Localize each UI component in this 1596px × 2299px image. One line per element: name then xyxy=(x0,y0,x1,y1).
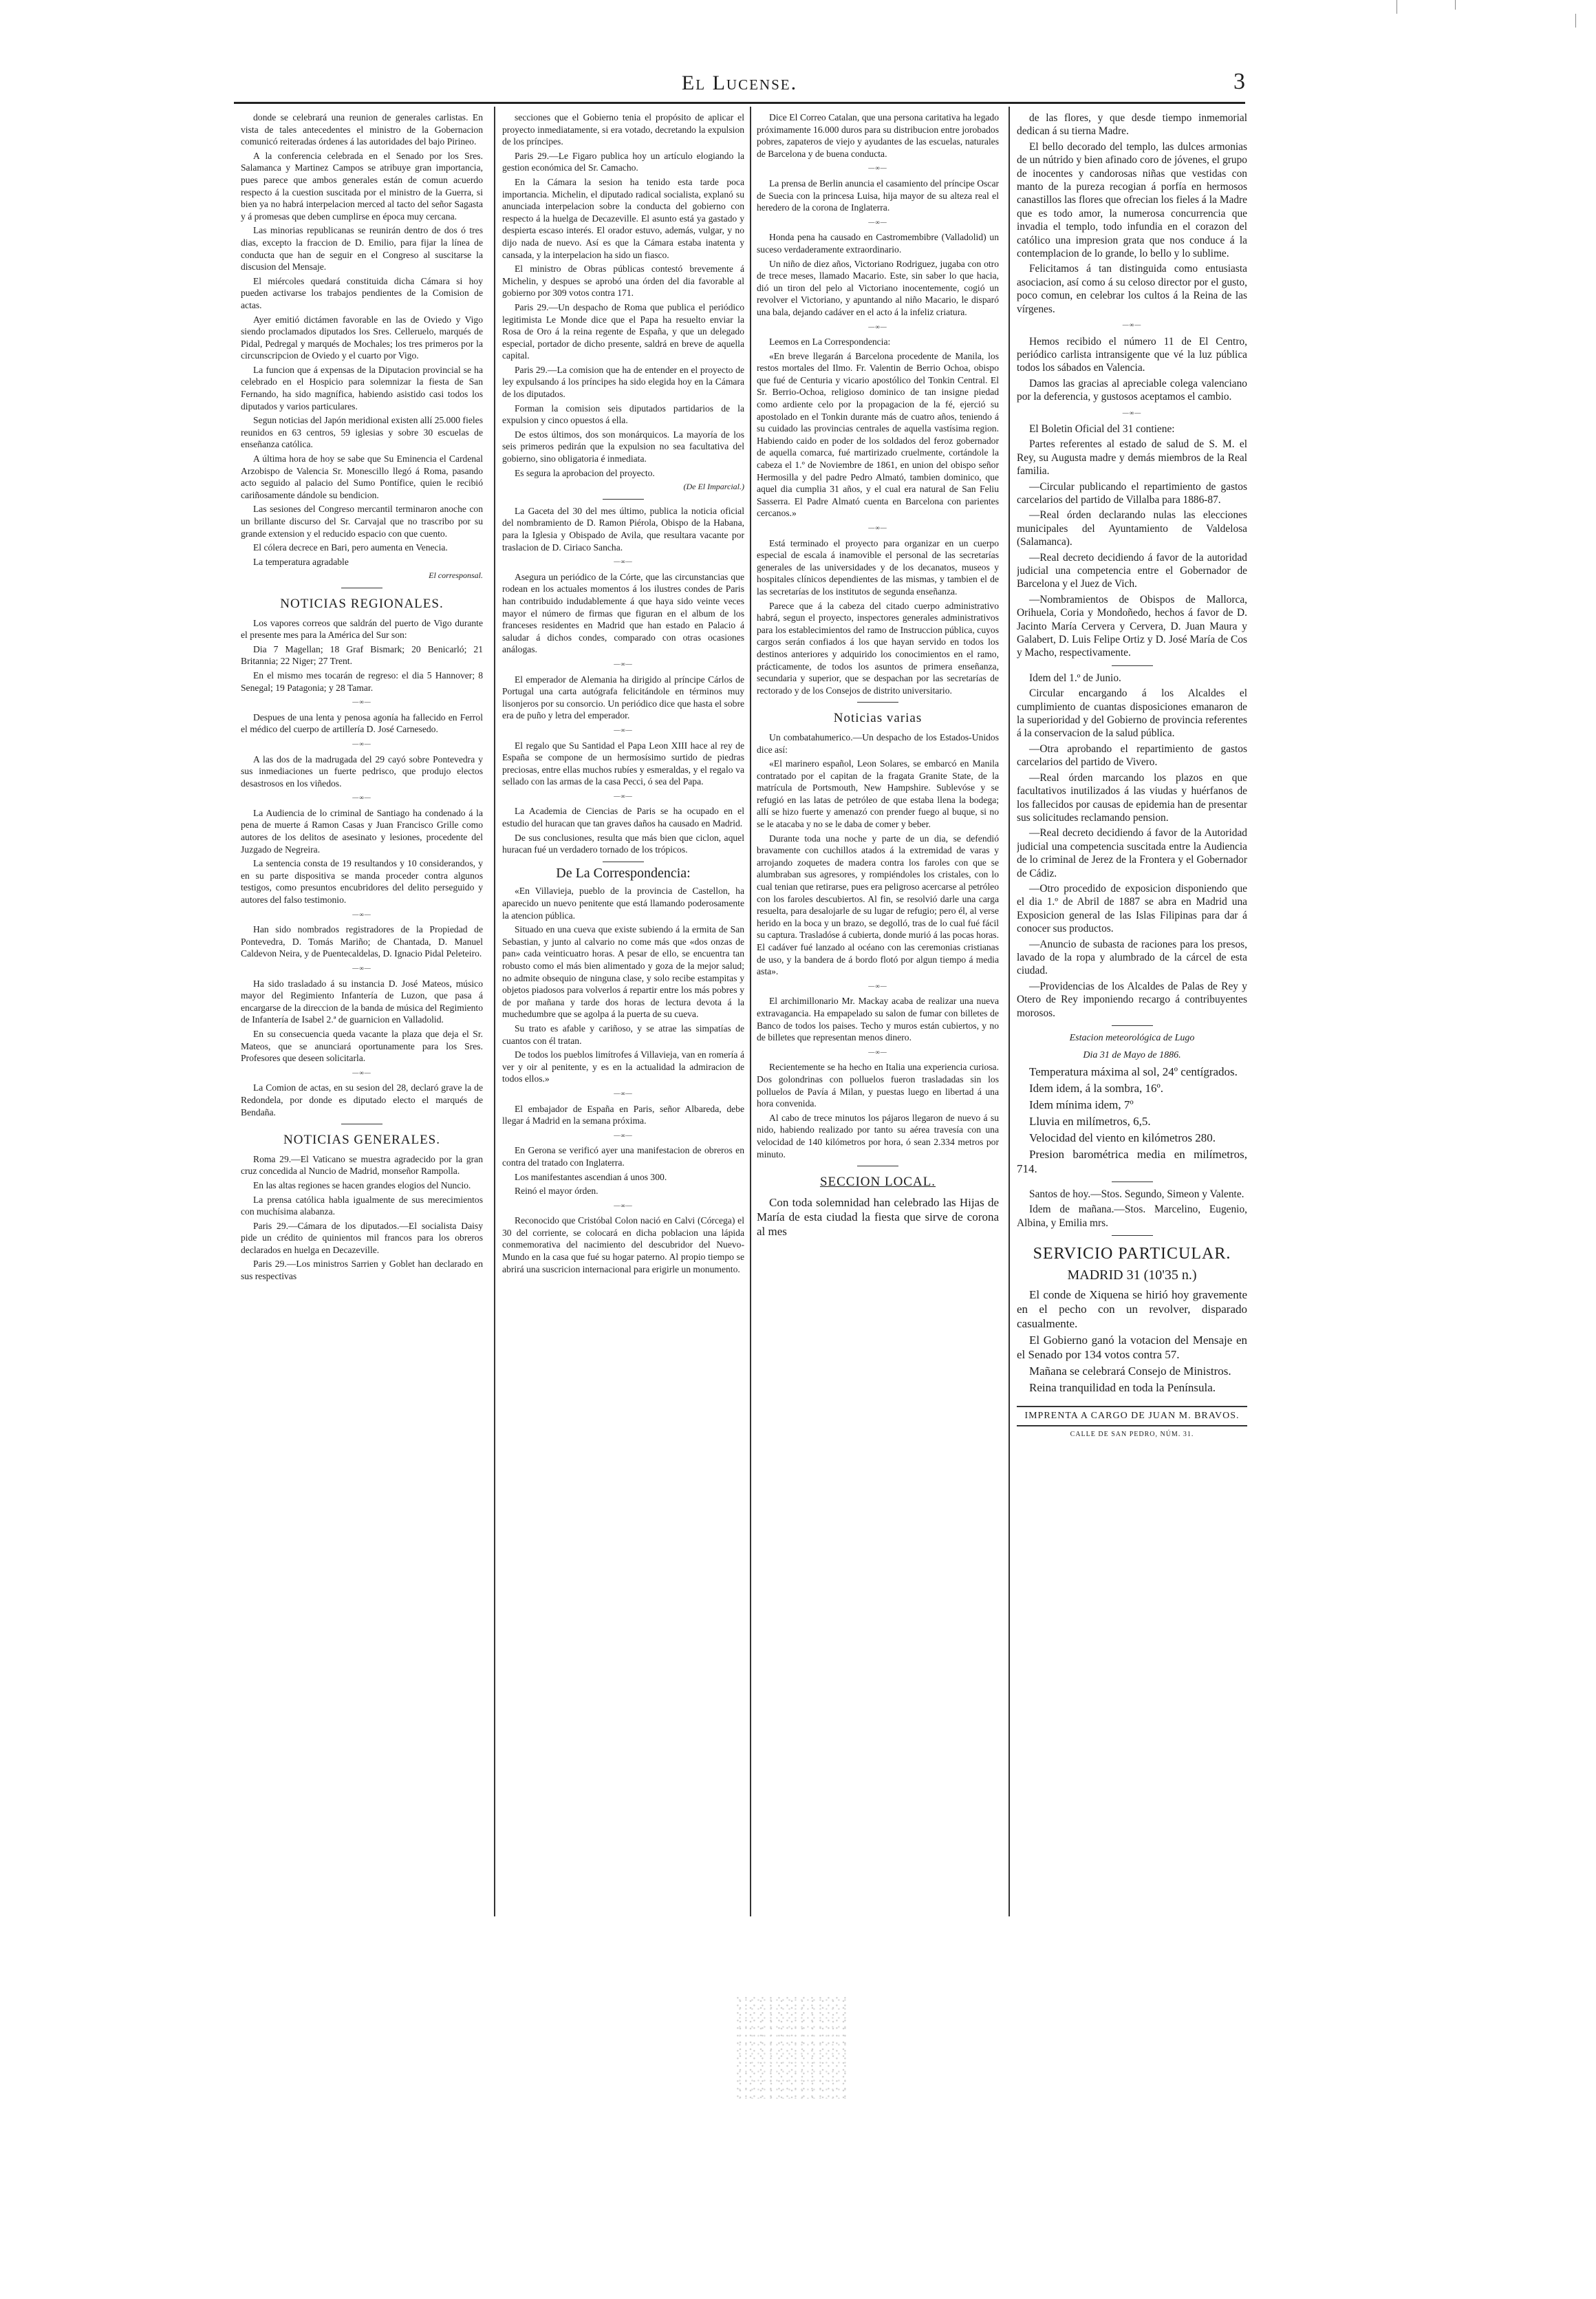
weather-heading: Estacion meteorológica de Lugo xyxy=(1069,1033,1195,1043)
article-paragraph: Idem idem, á la sombra, 16º. xyxy=(1029,1081,1164,1095)
service-heading: SERVICIO PARTICULAR. xyxy=(1033,1245,1231,1263)
article-paragraph: Está terminado el proyecto para organizar en un cuerpo especial de escala á inamovible el personal de las secretarías generales de las universidades y de los decanatos, museos y hospitales clínicos dependientes de las mismas, y tambien el de las secretarías de los institutos de segunda enseñanza. xyxy=(757,537,999,597)
ornament-separator: —∞— xyxy=(614,660,633,667)
article-paragraph: El regalo que Su Santidad el Papa Leon XIII hace al rey de España se compone de un hermosísimo surtido de piedras preciosas, entre ellas muchos rubíes y esmeraldas, y el regalo va sellado con las armas de la casa Pecci, ó sea del Papa. xyxy=(502,740,744,787)
article-paragraph: —Otro procedido de exposicion disponiendo que el dia 1.º de Abril de 1887 se abra en Madrid una Exposicion general de las Islas Filipinas para dar á conocer sus productos. xyxy=(1017,882,1247,935)
article-paragraph: Las sesiones del Congreso mercantil terminaron anoche con un brillante discurso del Sr. Carvajal que no trascribo por su grande extension y el reducido espacio con que cuento. xyxy=(241,504,483,539)
article-paragraph: El Boletin Oficial del 31 contiene: xyxy=(1029,423,1175,435)
article-paragraph: Honda pena ha causado en Castromembibre (Valladolid) un suceso verdaderamente extraordinario. xyxy=(757,232,999,255)
ornament-separator: —∞— xyxy=(868,1048,887,1056)
dash-separator xyxy=(1112,1025,1153,1026)
printer-address: CALLE DE SAN PEDRO, NÚM. 31. xyxy=(1070,1430,1194,1438)
article-paragraph: La Comion de actas, en su sesion del 28, declaró grave la de Redondela, por donde es diputado electo el marqués de Bendaña. xyxy=(241,1082,483,1118)
ornament-separator: —∞— xyxy=(352,794,371,802)
byline: El corresponsal. xyxy=(429,570,483,581)
article-paragraph: Dice El Correo Catalan, que una persona caritativa ha legado próximamente 16.000 duros para su distribucion entre jorobados pobres, zapateros de viejo y ayudantes de las escuelas, naturales de Barcelona y de buena conducta. xyxy=(757,112,999,159)
article-paragraph: Recientemente se ha hecho en Italia una experiencia curiosa. Dos golondrinas con polluelos fueron trasladadas sin los polluelos de Pavía á Milan, y puestas luego en libertad á una hora convenida. xyxy=(757,1062,999,1109)
article-paragraph: Santos de hoy.—Stos. Segundo, Simeon y Valente. xyxy=(1029,1188,1244,1200)
article-paragraph: El bello decorado del templo, las dulces armonias de un nútrido y bien afinado coro de jóvenes, el grupo de inocentes y candorosas niñas que vestidas con manto de la pureza recogian á porfía en hermosos canastillos las flores que ofrecian los fieles á la Madre que es todo amor, la numerosa concurrencia que invadia el templo, todo infundia en el corazon del católico una impresion grata que nos conduce á la contemplacion de lo grande, lo bello y lo sublime. xyxy=(1017,140,1247,260)
article-paragraph: El miércoles quedará constituida dicha Cámara si hoy pueden activarse los trabajos pendientes de la Comision de actas. xyxy=(241,275,483,310)
article-paragraph: Reina tranquilidad en toda la Península. xyxy=(1029,1381,1216,1395)
article-paragraph: Los manifestantes ascendian á unos 300. xyxy=(515,1171,667,1182)
article-paragraph: En su consecuencia queda vacante la plaza que deja el Sr. Mateos, que se anunciará oportunamente para los Sres. Profesores que deseen solicitarla. xyxy=(241,1028,483,1064)
article-paragraph: Forman la comision seis diputados partidarios de la expulsion y cinco opuestos á ella. xyxy=(502,403,744,426)
article-paragraph: De todos los pueblos limítrofes á Villavieja, van en romería á ver y oir al penitente, y es en la actualidad la admiracion de todos ellos.» xyxy=(502,1049,744,1084)
article-paragraph: La temperatura agradable xyxy=(253,556,349,567)
article-paragraph: Leemos en La Correspondencia: xyxy=(769,336,891,347)
article-paragraph: —Real decreto decidiendo á favor de la Autoridad judicial una competencia suscitada entre la Audiencia de lo criminal de Jerez de la Frontera y el Gobernador de Cádiz. xyxy=(1017,827,1247,879)
article-paragraph: secciones que el Gobierno tenia el propósito de aplicar el proyecto inmediatamente, si era votado, decretando la expulsion de los príncipes. xyxy=(502,112,744,147)
article-paragraph: Las minorias republicanas se reunirán dentro de dos ó tres dias, excepto la fraccion de D. Emilio, para fijar la línea de conducta que han de seguir en el Congreso al suscitarse la discusion del Mensaje. xyxy=(241,225,483,272)
article-paragraph: Temperatura máxima al sol, 24º centígrados. xyxy=(1029,1065,1238,1078)
article-paragraph: En la Cámara la sesion ha tenido esta tarde poca importancia. Michelin, el diputado radical socialista, explanó su anunciada interpelacion sobre la conducta del gobierno con respecto á la huelga de Decazeville. El asunto está ya gastado y despierta escaso interés. El orador estuvo, además, vulgar, y no dijo nada de nuevo. Así es que la Cámara estaba inatenta y cansada, y la interpelacion ha sido un fiasco. xyxy=(502,176,744,260)
newspaper-title: El Lucense. xyxy=(681,72,798,94)
article-paragraph: El archimillonario Mr. Mackay acaba de realizar una nueva extravagancia. Ha empapelado su salon de fumar con billetes de Banco de todos los paises. Techo y muros están cubiertos, y no de billetes que representan menos dinero. xyxy=(757,996,999,1043)
article-paragraph: Hemos recibido el número 11 de El Centro, periódico carlista intransigente que vé la luz pública todos los sábados en Valencia. xyxy=(1017,335,1247,374)
dash-separator xyxy=(1112,1181,1153,1182)
scan-mark xyxy=(1396,0,1397,14)
article-paragraph: —Providencias de los Alcaldes de Palas de Rey y Otero de Rey imponiendo recargo á contribuyentes morosos. xyxy=(1017,980,1247,1019)
article-paragraph: La Gaceta del 30 del mes último, publica la noticia oficial del nombramiento de D. Ramon Piérola, Obispo de la Habana, para la Iglesia y Obispado de Avila, que resultara vacante por traslacion de D. Ciriaco Sancha. xyxy=(502,505,744,553)
article-paragraph: En las altas regiones se hacen grandes elogios del Nuncio. xyxy=(253,1179,471,1190)
article-paragraph: De estos últimos, dos son monárquicos. La mayoría de los seis primeros pedirán que la expulsion no sea facultativa del gobierno, sino obligatoria é inmediata. xyxy=(502,429,744,464)
article-paragraph: «En breve llegarán á Barcelona procedente de Manila, los restos mortales del Ilmo. Fr. Valentin de Berrio Ochoa, obispo que fué de Centuria y vicario apostólico del Tonkin Central. El Sr. Berrio-Ochoa, religioso dominico de tan insigne piedad como ardiente celo por la propagacion de la fé, ejerció su apostolado en el Tonkin durante más de cuatro años, teniendo á su cuidado las provincias centrales de aquella vastísima region. Habiendo caido en poder de los soldados del feroz gobernador de aquella comarca, fué martirizado cruelmente, cortándole la cabeza el 1.º de Noviembre de 1861, en union del obispo señor Hermosilla y del padre Pedro Almató, tambien dominico, que aquel dia cumplia 31 años, y el cual era natural de San Feliu Sasserra. El Padre Almató cuenta en Barcelona con parientes cercanos.» xyxy=(757,350,999,519)
article-paragraph: Paris 29.—La comision que ha de entender en el proyecto de ley expulsando á los príncipes ha sido elegida hoy en la Cámara de los diputados. xyxy=(502,364,744,400)
article-paragraph: Han sido nombrados registradores de la Propiedad de Pontevedra, D. Tomás Mariño; de Chantada, D. Manuel Caldevon Neira, y de Puentecaldelas, D. Ignacio Pidal Peleteiro. xyxy=(241,924,483,959)
article-paragraph: Damos las gracias al apreciable colega valenciano por la deferencia, y gustosos aceptamos el cambio. xyxy=(1017,377,1247,403)
article-paragraph: «El marinero español, Leon Solares, se embarcó en Manila contratado por el capitan de la fragata Granite State, de la matrícula de Portsmouth, New Hampshire. Sublevóse y se refugió en las latas de petróleo de que estaba llena la bodega; allí se hizo fuerte y amenazó con prender fuego al buque, si no se le atacaba y no se le daba de comer y beber. xyxy=(757,758,999,830)
ornament-separator: —∞— xyxy=(352,698,371,706)
article-paragraph: Paris 29.—Le Figaro publica hoy un artículo elogiando la gestion económica del Sr. Camacho. xyxy=(502,150,744,173)
article-paragraph: Un niño de diez años, Victoriano Rodriguez, jugaba con otro de trece meses, llamado Macario. Este, sin saber lo que hacia, dió un tiron del pelo al Victoriano inocentemente, cogió un revolver el Victoriano, y apuntando al niño Macario, le disparó una bala, dejando cadáver en el acto á la infeliz criatura. xyxy=(757,258,999,317)
column-4 xyxy=(1017,111,1247,1914)
article-paragraph: —Nombramientos de Obispos de Mallorca, Orihuela, Coria y Mondoñedo, hechos á favor de D. Jacinto María Cervera y Cervera, D. Juan Maura y Galabert, D. Luis Felipe Ortiz y D. José María de Cos y Macho, respectivamente. xyxy=(1017,593,1247,659)
article-paragraph: El Gobierno ganó la votacion del Mensaje en el Senado por 134 votos contra 57. xyxy=(1017,1334,1247,1362)
ornament-separator: —∞— xyxy=(1122,321,1142,329)
article-paragraph: El emperador de Alemania ha dirigido al príncipe Cárlos de Portugal una carta autógrafa felicitándole en términos muy lisonjeros por su consorcio. Un periódico dice que hasta el sobre era de puño y letra del emperador. xyxy=(502,674,744,721)
article-paragraph: Es segura la aprobacion del proyecto. xyxy=(515,467,655,478)
article-paragraph: Paris 29.—Cámara de los diputados.—El socialista Daisy pide un crédito de quinientos mil francos para los obreros declarados en huelga en Decazeville. xyxy=(241,1220,483,1255)
article-paragraph: de las flores, y que desde tiempo inmemorial dedican á su tierna Madre. xyxy=(1017,112,1247,138)
article-paragraph: Al cabo de trece minutos los pájaros llegaron de nuevo á su nido, habiendo realizado por tanto su aérea travesía con una velocidad de 140 kilómetros por hora, ó sean 2.334 metros por minuto. xyxy=(757,1112,999,1159)
article-paragraph: Dia 7 Magellan; 18 Graf Bismark; 20 Benicarló; 21 Britannia; 22 Niger; 27 Trent. xyxy=(241,643,483,667)
ornament-separator: —∞— xyxy=(352,1069,371,1076)
ornament-separator: —∞— xyxy=(352,740,371,747)
dash-separator xyxy=(1112,665,1153,666)
article-paragraph: Paris 29.—Los ministros Sarrien y Goblet han declarado en sus respectivas xyxy=(241,1259,483,1282)
article-paragraph: Idem del 1.º de Junio. xyxy=(1029,672,1121,684)
section-heading: NOTICIAS REGIONALES. xyxy=(280,596,444,611)
article-paragraph: Ha sido trasladado á su instancia D. José Mateos, músico mayor del Regimiento Infantería de Luzon, que pasa á encargarse de la direccion de la banda de música del Regimiento de Infantería de Isabel 2.ª de guarnicion en Valladolid. xyxy=(241,978,483,1025)
article-paragraph: La sentencia consta de 19 resultandos y 10 considerandos, y en su parte dispositiva se manda proceder contra algunos testigos, como presuntos encubridores del delito perseguido y autores del falso testimonio. xyxy=(241,858,483,906)
article-paragraph: De sus conclusiones, resulta que más bien que ciclon, aquel huracan fué un verdadero tornado de los trópicos. xyxy=(502,832,744,855)
page-number: 3 xyxy=(1233,69,1245,94)
article-paragraph: Partes referentes al estado de salud de S. M. el Rey, su Augusta madre y demás miembros de la Real familia. xyxy=(1017,438,1247,478)
article-paragraph: Lluvia en milímetros, 6,5. xyxy=(1029,1114,1151,1128)
dash-separator xyxy=(857,702,898,703)
ornament-separator: —∞— xyxy=(868,164,887,172)
section-heading: NOTICIAS GENERALES. xyxy=(283,1133,440,1148)
article-paragraph: Idem de mañana.—Stos. Marcelino, Eugenio, Albina, y Emilia mrs. xyxy=(1017,1204,1247,1229)
article-paragraph: Segun noticias del Japón meridional existen allí 25.000 fieles reunidos en 63 centros, 59 iglesias y sobre 30 escuelas de enseñanza católica. xyxy=(241,415,483,450)
ornament-separator: —∞— xyxy=(868,524,887,531)
ornament-separator: —∞— xyxy=(614,726,633,734)
page-header xyxy=(234,69,1245,102)
article-paragraph: Parece que á la cabeza del citado cuerpo administrativo habrá, segun el proyecto, inspectores generales administrativos para los establecimientos del ramo de Instruccion pública, cuyos cargos serán confiados á los que hayan servido en todos los destinos anteriores y adquirido los conocimientos en el ramo, prácticamente, de todos los asuntos de primera enseñanza, secundaria y superior, que se despachan por las secretarías de rectorado y de los Consejos de distrito universitario. xyxy=(757,600,999,696)
article-paragraph: El cólera decrece en Bari, pero aumenta en Venecia. xyxy=(253,542,448,553)
ornament-separator: —∞— xyxy=(614,558,633,566)
article-paragraph: Circular encargando á los Alcaldes el cumplimiento de cuantas disposiciones emanaron de la superioridad y del Gobierno de provincia referentes á la conservacion de la salud pública. xyxy=(1017,687,1247,740)
article-paragraph: —Anuncio de subasta de raciones para los presos, lavado de la ropa y alumbrado de la cárcel de esta ciudad. xyxy=(1017,938,1247,977)
article-paragraph: —Real órden marcando los plazos en que facultativos inutilizados á las viudas y huérfanos de los fallecidos por causas de epidemia han de presentar sus solicitudes reclamando pension. xyxy=(1017,771,1247,824)
ornament-separator: —∞— xyxy=(614,1089,633,1097)
article-paragraph: Un combatahumerico.—Un despacho de los Estados-Unidos dice así: xyxy=(757,731,999,755)
ornament-separator: —∞— xyxy=(614,1131,633,1139)
article-paragraph: Roma 29.—El Vaticano se muestra agradecido por la gran cruz concedida al Nuncio de Madrid, monseñor Rampolla. xyxy=(241,1153,483,1177)
weather-heading: Dia 31 de Mayo de 1886. xyxy=(1083,1050,1181,1061)
article-paragraph: En el mismo mes tocarán de regreso: el dia 5 Hannover; 8 Senegal; 19 Patagonia; y 28 Tamar. xyxy=(241,670,483,693)
dash-separator xyxy=(1112,1235,1153,1236)
subheading: MADRID 31 (10'35 n.) xyxy=(1067,1268,1197,1283)
ornament-separator: —∞— xyxy=(868,218,887,226)
article-paragraph: El conde de Xiquena se hirió hoy gravemente en el pecho con un revolver, disparado casualmente. xyxy=(1017,1288,1247,1331)
article-paragraph: Ayer emitió dictámen favorable en las de Oviedo y Vigo siendo proclamados diputados los Sres. Celleruelo, marqués de Pidal, Pedregal y marqués de Mochales; los tres primeros por la circunscripcion de Oviedo y el cuarto por Vigo. xyxy=(241,314,483,361)
article-paragraph: A la conferencia celebrada en el Senado por los Sres. Salamanca y Martinez Campos se atribuye gran importancia, pues parece que ambos generales están de comun acuerdo respecto á la cuestion suscitada por el ministro de la Guerra, si bien ya no habrá interpelacion merced al tacto del señor Sagasta y á promesas que deben cumplirse en época muy cercana. xyxy=(241,150,483,222)
article-paragraph: Idem mínima idem, 7º xyxy=(1029,1098,1134,1111)
article-paragraph: Presion barométrica media en milímetros, 714. xyxy=(1017,1147,1247,1175)
ornament-separator: —∞— xyxy=(614,1201,633,1209)
article-paragraph: Situado en una cueva que existe subiendo á la ermita de San Sebastian, y junto al calvario no come más que «dos onzas de pan» cada veinticuatro horas. A pesar de ello, se encuentra tan robusto como el más bien alimentado y goza de la mejor salud; no admite obsequio de ninguna clase, y solo recibe estampitas y objetos piadosos para volverlos á repartir entre los más pobres y de por mañana y tarde dos horas de lectura devota á la muchedumbre que se agolpa á la puerta de su cueva. xyxy=(502,924,744,1020)
article-paragraph: La Academia de Ciencias de Paris se ha ocupado en el estudio del huracan que tan graves daños ha causado en Madrid. xyxy=(502,806,744,829)
column-1 xyxy=(241,111,483,1914)
scan-speckle xyxy=(736,1996,846,2099)
article-paragraph: Su trato es afable y cariñoso, y se atrae las simpatías de cuantos con él tratan. xyxy=(502,1023,744,1046)
article-paragraph: Los vapores correos que saldrán del puerto de Vigo durante el presente mes para la América del Sur son: xyxy=(241,617,483,641)
article-paragraph: donde se celebrará una reunion de generales carlistas. En vista de tales antecedentes el ministro de la Gobernacion comunicó reiteradas órdenes á las autoridades del bajo Pirineo. xyxy=(241,112,483,147)
article-paragraph: La funcion que á expensas de la Diputacion provincial se ha celebrado en el Hospicio para solemnizar la fiesta de San Fernando, ha sido magnífica, habiendo asistido casi todos los diputados y varios particulares. xyxy=(241,364,483,411)
header-rule xyxy=(234,102,1245,104)
column-rule xyxy=(1009,107,1010,1916)
ornament-separator: —∞— xyxy=(868,323,887,330)
article-paragraph: El embajador de España en Paris, señor Albareda, debe llegar á Madrid en la semana próxima. xyxy=(502,1103,744,1126)
article-paragraph: Felicitamos á tan distinguida como entusiasta asociacion, así como á su celoso director por el gusto, poco comun, en celebrar los cultos á la Reina de las vírgenes. xyxy=(1017,263,1247,315)
article-paragraph: Paris 29.—Un despacho de Roma que publica el periódico legitimista Le Monde dice que el Papa ha resuelto enviar la Rosa de Oro á la reina regente de España, y que un delegado especial, portador de dicho presente, saldrá en breve de aquella capital. xyxy=(502,301,744,361)
article-paragraph: —Real decreto decidiendo á favor de la autoridad judicial una competencia entre el Gobernador de Barcelona y el Juez de Vich. xyxy=(1017,551,1247,590)
ornament-separator: —∞— xyxy=(352,910,371,918)
article-paragraph: El ministro de Obras públicas contestó brevemente á Michelin, y despues se aprobó una órden del dia favorable al gobierno por 309 votos contra 171. xyxy=(502,264,744,299)
article-paragraph: Mañana se celebrará Consejo de Ministros. xyxy=(1029,1365,1231,1378)
article-paragraph: La prensa de Berlin anuncia el casamiento del príncipe Oscar de Suecia con la princesa Luisa, hija mayor de su alteza real el heredero de la corona de Inglaterra. xyxy=(757,178,999,213)
article-paragraph: A las dos de la madrugada del 29 cayó sobre Pontevedra y sus inmediaciones un fuerte pedrisco, que produjo electos desastrosos en los viñedos. xyxy=(241,753,483,789)
article-paragraph: «En Villavieja, pueblo de la provincia de Castellon, ha aparecido un nuevo penitente que está llamando poderosamente la atencion pública. xyxy=(502,886,744,921)
ornament-separator: —∞— xyxy=(1122,409,1142,416)
ornament-separator: —∞— xyxy=(614,792,633,800)
column-3 xyxy=(757,111,999,1914)
article-paragraph: La Audiencia de lo criminal de Santiago ha condenado á la pena de muerte á Ramon Casas y Juan Francisco Grille como autores de los delitos de asesinato y lesiones, procedente del Juzgado de Negreira. xyxy=(241,807,483,855)
article-paragraph: En Gerona se verificó ayer una manifestacion de obreros en contra del tratado con Inglaterra. xyxy=(502,1145,744,1168)
dash-separator xyxy=(603,499,644,500)
article-paragraph: Reconocido que Cristóbal Colon nació en Calvi (Córcega) el 30 del corriente, se colocará en dicha poblacion una lápida conmemorativa del nacimiento del descubridor del Nuevo-Mundo en la casa que fué su hogar paterno. Al propio tiempo se abrirá una suscricion internacional para erigirle un monumento. xyxy=(502,1215,744,1274)
article-paragraph: —Otra aprobando el repartimiento de gastos carcelarios del partido de Vivero. xyxy=(1017,742,1247,769)
article-paragraph: —Circular publicando el repartimiento de gastos carcelarios del partido de Villalba para 1886-87. xyxy=(1017,480,1247,506)
column-rule xyxy=(494,107,495,1916)
article-paragraph: Durante toda una noche y parte de un dia, se defendió bravamente con cuchillos atados á la extremidad de varas y arrojando zoquetes de madera contra los faroles con que se alumbraban sus agresores, y rompiéndoles los cristales, con lo cual tenian que retirarse, pues era peligroso acercarse al petróleo con los faroles descubiertos. Al fin, se resolvió darle una carga resuelta, para desalojarle de su lugar de refugio; pero él, al verse herido en la boca y un brazo, se degolló, tras de lo cual fué fácil su captura. Trasladóse á cubierta, donde murió á las pocas horas. El cadáver fué lanzado al océano con las ceremonias cristianas de uso, y la bandera de á bordo flotó por algun tiempo á media asta». xyxy=(757,833,999,977)
column-2 xyxy=(502,111,744,1914)
article-paragraph: Con toda solemnidad han celebrado las Hijas de María de esta ciudad la fiesta que sirve de corona al mes xyxy=(757,1195,999,1238)
article-paragraph: La prensa católica habla igualmente de sus merecimientos con muchísima alabanza. xyxy=(241,1194,483,1217)
printer-imprint: IMPRENTA A CARGO DE JUAN M. BRAVOS. xyxy=(1017,1406,1247,1426)
scan-mark xyxy=(1455,0,1456,10)
scan-mark xyxy=(1575,14,1576,28)
ornament-separator: —∞— xyxy=(352,965,371,972)
section-heading: SECCION LOCAL. xyxy=(819,1175,936,1190)
article-paragraph: A última hora de hoy se sabe que Su Eminencia el Cardenal Arzobispo de Valencia Sr. Monescillo llegó á Roma, pasando acto seguido al palacio del Sumo Pontífice, quien le recibió cariñosamente dándole su bendicion. xyxy=(241,453,483,500)
column-rule xyxy=(750,107,751,1916)
byline: (De El Imparcial.) xyxy=(683,482,744,492)
subheading: De La Correspondencia: xyxy=(556,865,691,881)
article-paragraph: Reinó el mayor órden. xyxy=(515,1186,598,1197)
article-paragraph: Asegura un periódico de la Córte, que las circunstancias que rodean en los actuales momentos á los ilustres condes de Paris han contribuido indudablemente á que haya sido veinte veces mayor el número de firmas que figuran en el album de los franceses residentes en Madrid que han estado en Palacio á saludar á dichos condes, comparado con otras ocasiones análogas. xyxy=(502,571,744,655)
article-paragraph: Velocidad del viento en kilómetros 280. xyxy=(1029,1131,1216,1144)
article-paragraph: Despues de una lenta y penosa agonía ha fallecido en Ferrol el médico del cuerpo de artillería D. José Carnesedo. xyxy=(241,712,483,735)
article-paragraph: —Real órden declarando nulas las elecciones municipales del Ayuntamiento de Valdelosa (Salamanca). xyxy=(1017,509,1247,548)
section-heading: Noticias varias xyxy=(833,711,923,726)
ornament-separator: —∞— xyxy=(868,982,887,990)
